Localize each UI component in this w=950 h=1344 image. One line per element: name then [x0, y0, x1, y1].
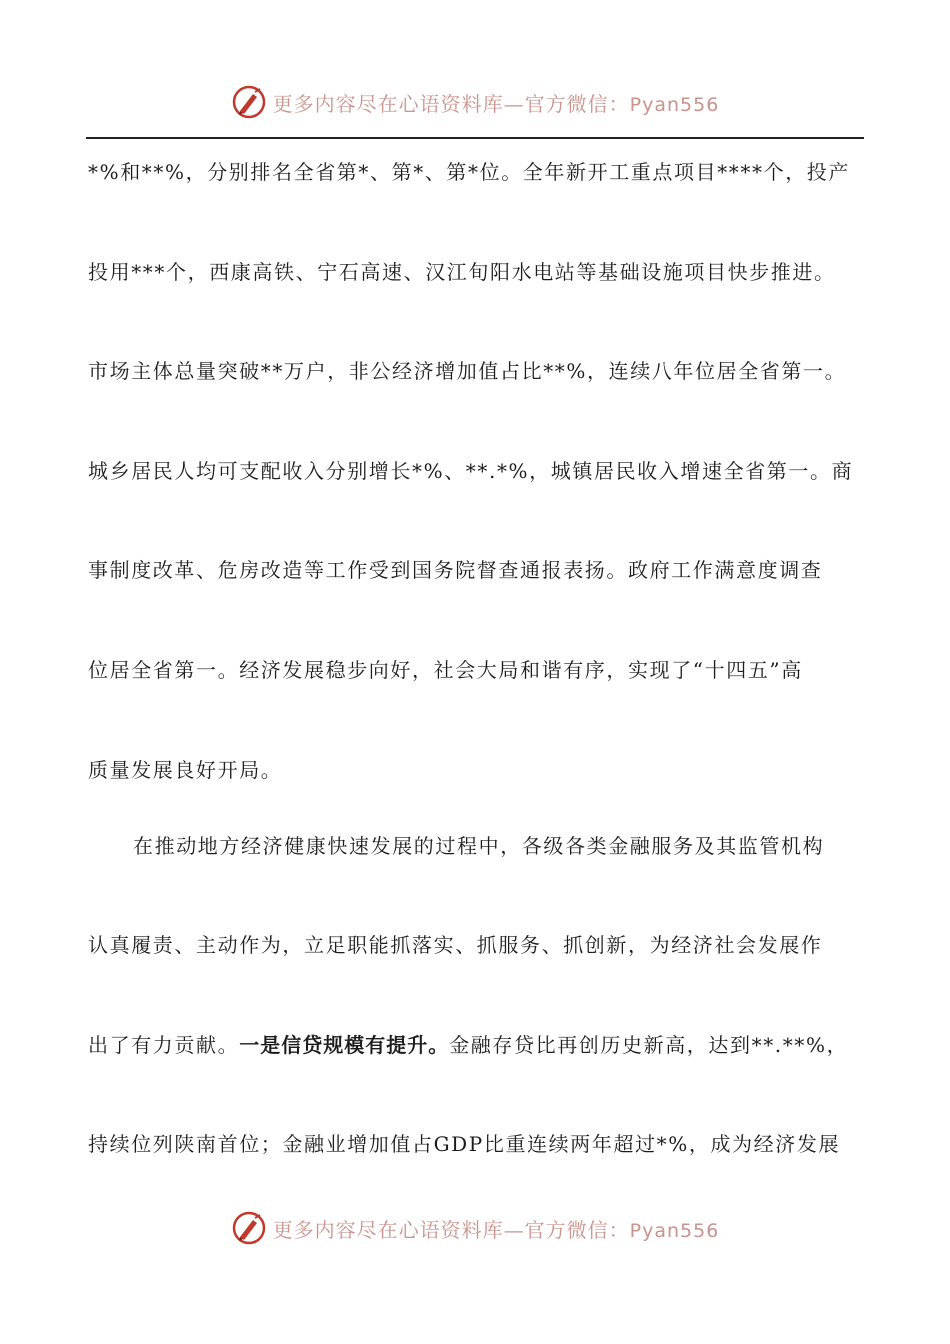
pen-logo-icon [231, 84, 267, 120]
footer-banner-wechat: Pyan556 [629, 1219, 720, 1242]
header-banner-dash: — [503, 91, 525, 116]
footer-banner-dash: — [503, 1217, 525, 1242]
body-line-10-bold: 一是信贷规模有提升。 [239, 1033, 450, 1057]
body-line-10-pre: 出了有力贡献。 [88, 1033, 240, 1057]
header-rule [86, 137, 864, 139]
body-line-2: 投用***个，西康高铁、宁石高速、汉江旬阳水电站等基础设施项目快步推进。 [88, 260, 836, 284]
body-line-10 [88, 1031, 858, 1059]
body-line-7: 质量发展良好开局。 [88, 758, 283, 782]
footer-banner-text [273, 1214, 720, 1243]
body-line-6: 位居全省第一。经济发展稳步向好，社会大局和谐有序，实现了“十四五”高 [88, 658, 803, 682]
header-banner-official: 官方微信： [524, 91, 630, 116]
header-banner-wechat: Pyan556 [629, 93, 720, 116]
pen-logo-icon [231, 1210, 267, 1246]
body-line-3: 市场主体总量突破**万户，非公经济增加值占比**%，连续八年位居全省第一。 [88, 359, 847, 383]
body-line-4: 城乡居民人均可支配收入分别增长*%、**.*%，城镇居民收入增速全省第一。商 [88, 459, 854, 483]
footer-banner-main: 更多内容尽在心语资料库 [272, 1217, 504, 1242]
footer-banner-official: 官方微信： [524, 1217, 630, 1242]
footer-banner [0, 1210, 950, 1246]
body-line-1: *%和**%，分别排名全省第*、第*、第*位。全年新开工重点项目****个，投产 [88, 160, 851, 184]
header-banner-text [273, 88, 720, 117]
header-banner [0, 84, 950, 120]
body-line-10-post: 金融存贷比再创历史新高，达到**.**%， [449, 1033, 849, 1057]
header-banner-main: 更多内容尽在心语资料库 [272, 91, 504, 116]
body-line-5: 事制度改革、危房改造等工作受到国务院督查通报表扬。政府工作满意度调查 [88, 558, 823, 582]
body-line-8: 在推动地方经济健康快速发展的过程中，各级各类金融服务及其监管机构 [133, 834, 825, 858]
body-line-9: 认真履责、主动作为，立足职能抓落实、抓服务、抓创新，为经济社会发展作 [88, 933, 823, 957]
body-line-11: 持续位列陕南首位；金融业增加值占GDP比重连续两年超过*%，成为经济发展 [88, 1132, 841, 1156]
